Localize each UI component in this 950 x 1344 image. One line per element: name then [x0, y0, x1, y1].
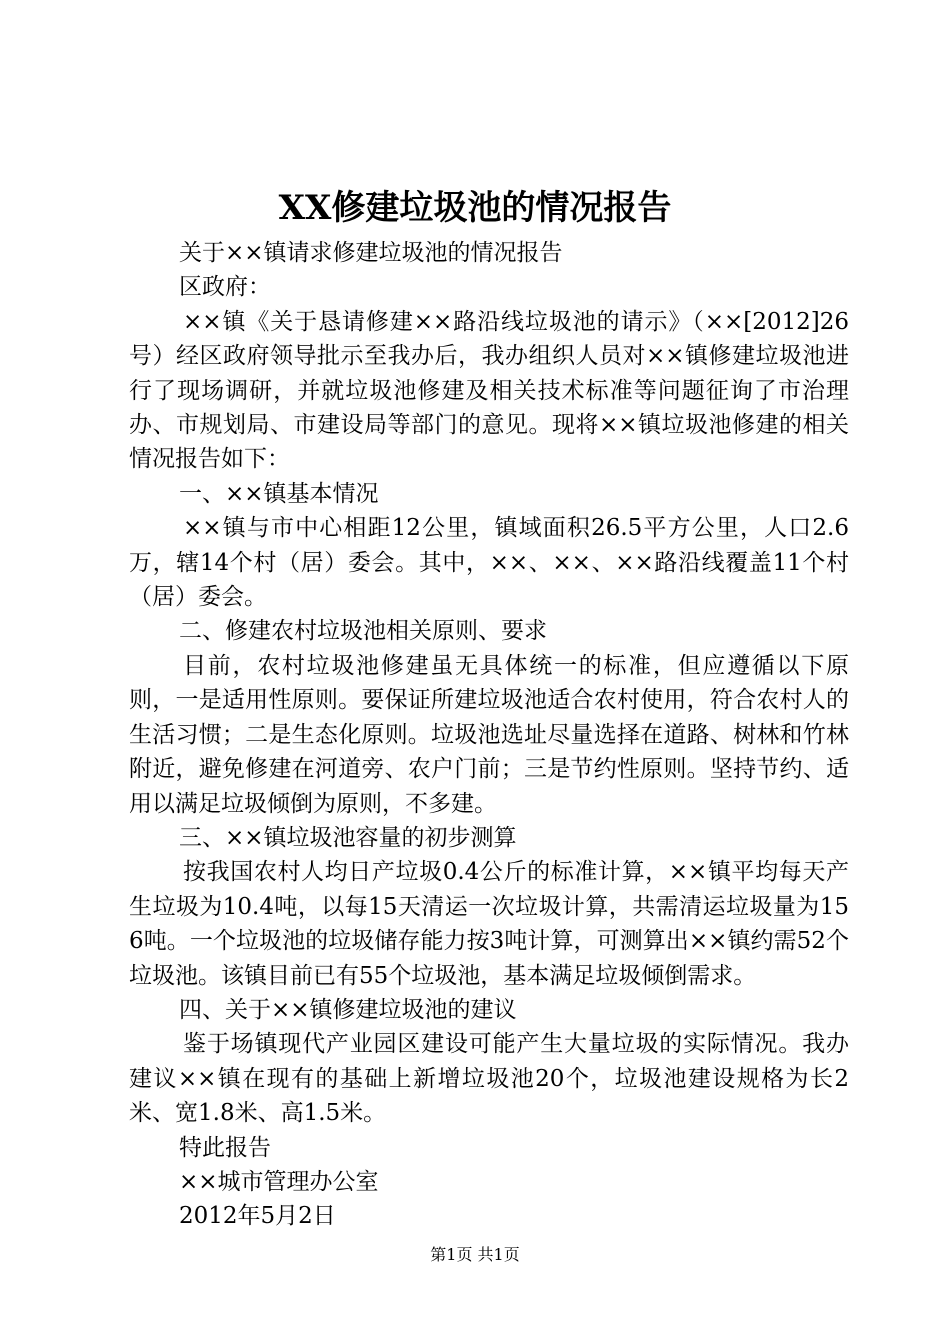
- report-subject: 关于××镇请求修建垃圾池的情况报告: [179, 240, 563, 266]
- document-title: XX修建垃圾池的情况报告: [278, 188, 672, 228]
- salutation: 区政府：: [179, 274, 271, 301]
- closing-phrase: 特此报告: [179, 1134, 271, 1161]
- section-heading-3: 三、××镇垃圾池容量的初步测算: [179, 824, 517, 851]
- section-paragraph-3: 按我国农村人均日产垃圾0.4公斤的标准计算，××镇平均每天产生垃圾为10.4吨，以每15天清运一次垃圾计算，共需清运垃圾量为156吨。一个垃圾池的垃圾储存能力按3吨计算，可测算出××镇约需52个垃圾池。该镇目前已有55个垃圾池，基本满足垃圾倾倒需求。: [129, 859, 849, 989]
- section-paragraph-1: ××镇与市中心相距12公里，镇域面积26.5平方公里，人口2.6万，辖14个村（居）委会。其中，××、××、××路沿线覆盖11个村（居）委会。: [129, 515, 849, 611]
- signature-office: ××城市管理办公室: [179, 1168, 379, 1195]
- page-number-footer: 第1页 共1页: [430, 1245, 520, 1264]
- section-heading-1: 一、××镇基本情况: [179, 480, 379, 507]
- intro-paragraph: ××镇《关于恳请修建××路沿线垃圾池的请示》（××[2012]26号）经区政府领导批示至我办后，我办组织人员对××镇修建垃圾池进行了现场调研，并就垃圾池修建及相关技术标准等问题征询了市治理办、市规划局、市建设局等部门的意见。现将××镇垃圾池修建的相关情况报告如下：: [129, 308, 849, 473]
- section-paragraph-2: 目前，农村垃圾池修建虽无具体统一的标准，但应遵循以下原则，一是适用性原则。要保证所建垃圾池适合农村使用，符合农村人的生活习惯；二是生态化原则。垃圾池选址尽量选择在道路、树林和竹林附近，避免修建在河道旁、农户门前；三是节约性原则。坚持节约、适用以满足垃圾倾倒为原则，不多建。: [129, 652, 849, 817]
- signature-date: 2012年5月2日: [179, 1203, 336, 1230]
- section-paragraph-4: 鉴于场镇现代产业园区建设可能产生大量垃圾的实际情况。我办建议××镇在现有的基础上新增垃圾池20个，垃圾池建设规格为长2米、宽1.8米、高1.5米。: [129, 1031, 849, 1127]
- document-body: [129, 236, 849, 1234]
- section-heading-4: 四、关于××镇修建垃圾池的建议: [179, 996, 517, 1023]
- section-heading-2: 二、修建农村垃圾池相关原则、要求: [179, 618, 547, 645]
